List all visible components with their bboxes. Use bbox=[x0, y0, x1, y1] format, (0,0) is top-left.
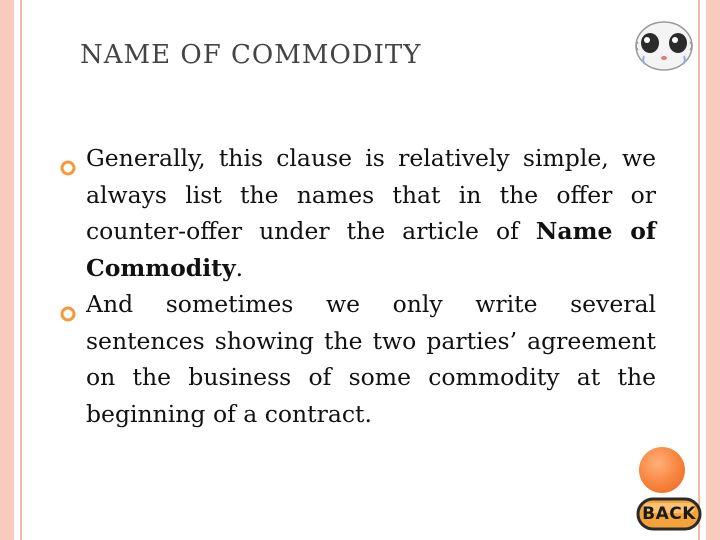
bullet-1-text: Generally, this clause is relatively simple, we always list the names that in the offer or counter-offer under the article of bbox=[86, 144, 656, 245]
decorative-orange-circle bbox=[639, 447, 685, 493]
cartoon-mascot-face-icon bbox=[632, 16, 696, 74]
orange-ring-bullet-icon bbox=[60, 296, 76, 312]
bullet-2-text: And sometimes we only write several sentences showing the two parties’ agreement on the business of some commodity at the beginning of a contract. bbox=[86, 290, 656, 428]
bullet-1-period: . bbox=[235, 253, 244, 282]
back-button[interactable] bbox=[636, 496, 702, 532]
bullet-list bbox=[60, 140, 656, 432]
back-button-label: BACK bbox=[642, 504, 696, 524]
bullet-item-2 bbox=[60, 286, 656, 432]
slide-title: NAME OF COMMODITY bbox=[80, 40, 422, 70]
bullet-item-1 bbox=[60, 140, 656, 286]
bullet-1-bold-term: Name of Commodity bbox=[86, 217, 656, 282]
orange-ring-bullet-icon bbox=[60, 150, 76, 166]
